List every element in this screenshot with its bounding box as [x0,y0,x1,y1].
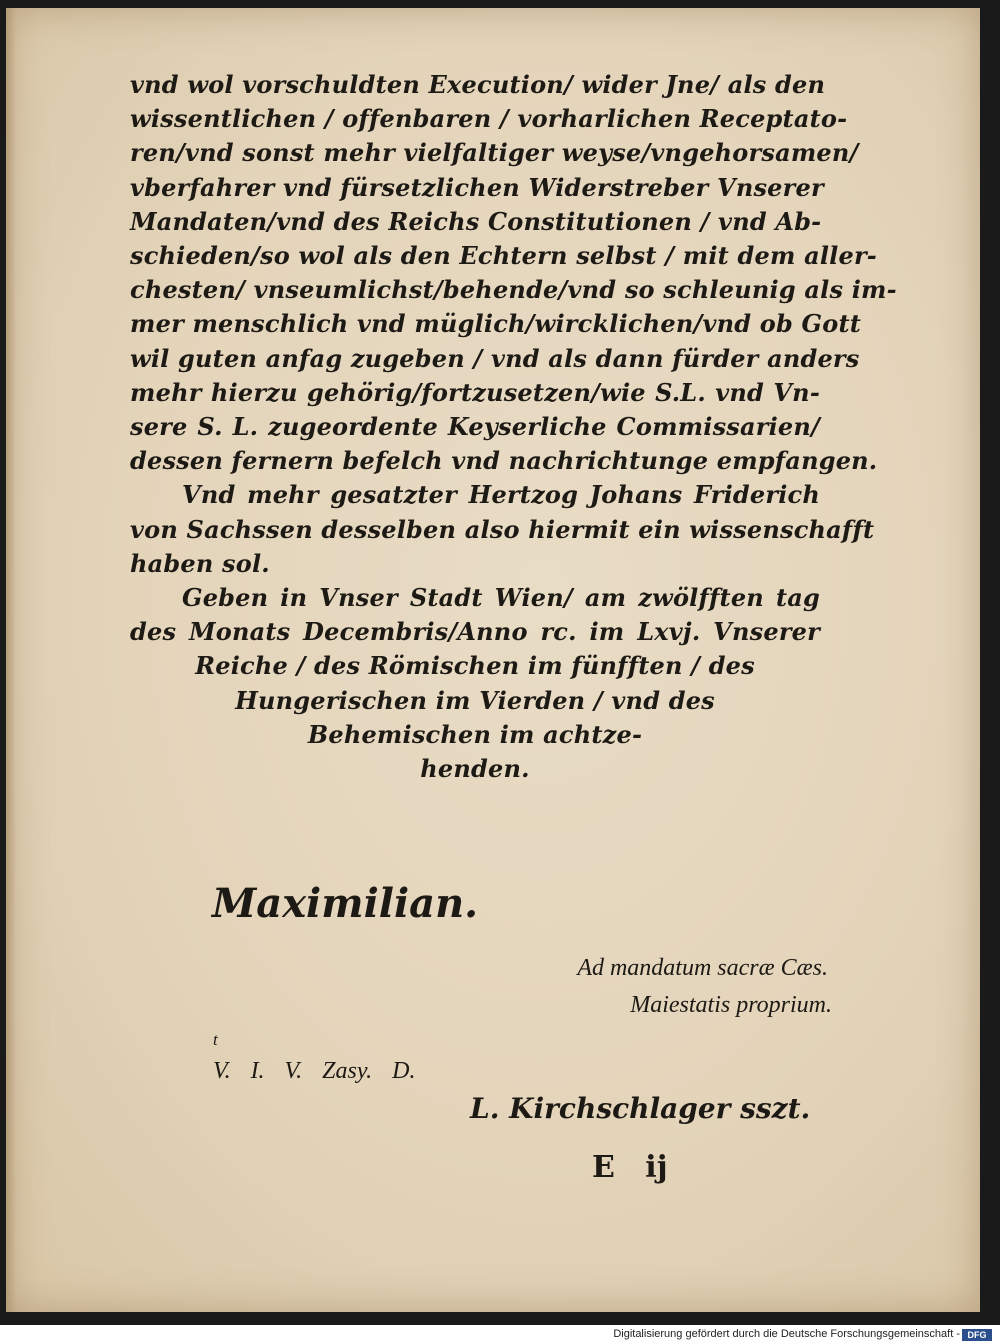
closing-line: Reiche / des Römischen im fünfften / des [195,651,755,681]
body-line: sere S. L. zugeordente Keyserliche Commissarien/ [130,412,820,442]
paragraph-2-line: haben sol. [130,548,270,578]
emperor-signature: Maximilian. [212,880,479,927]
dfg-logo-icon: DFG [962,1329,992,1341]
closing-line: Behemischen im achtze- [307,719,643,749]
latin-mandate-line-1: Ad mandatum sacræ Cæs. [577,955,828,981]
gathering-signature-mark: E ij [592,1150,668,1185]
body-line: mer menschlich vnd müglich/wircklichen/vnd ob Gott [130,309,862,339]
secretary-signature: L. Kirchschlager sszt. [470,1092,811,1125]
main-text-block [130,68,897,786]
closing-line: henden. [420,754,530,784]
body-line: ren/vnd sonst mehr vielfaltiger weyse/vngehorsamen/ [130,138,859,168]
paragraph-2-line: Vnd mehr gesatzter Hertzog Johans Friderich [182,480,820,510]
body-line: mehr hierzu gehörig/fortzusetzen/wie S.L. vnd Vn- [130,377,820,407]
body-line: dessen fernern befelch vnd nachrichtunge empfangen. [130,446,878,476]
body-line: vnd wol vorschuldten Execution/ wider Jne/ als den [130,70,826,99]
page-binding-edge [6,8,16,1312]
latin-mandate-line-2: Maiestatis proprium. [630,992,832,1018]
closing-line: Hungerischen im Vierden / vnd des [235,685,715,715]
countersign-initials: V. I. V. Zasy. D. [213,1058,416,1084]
small-mark: t [213,1030,218,1049]
footer-text: Digitalisierung gefördert durch die Deutsche Forschungsgemeinschaft - [613,1328,960,1340]
body-line: wil guten anfag zugeben / vnd als dann fürder anders [130,343,860,373]
body-line: chesten/ vnseumlichst/behende/vnd so schleunig als im- [130,275,897,305]
paragraph-2-line: von Sachssen desselben also hiermit ein wissenschafft [130,514,875,544]
paragraph-3-line: des Monats Decembris/Anno rc. im Lxvj. Vnserer [130,617,820,647]
body-line: vberfahrer vnd fürsetzlichen Widerstreber Vnserer [130,172,824,202]
body-line: Mandaten/vnd des Reichs Constitutionen / vnd Ab- [130,206,822,236]
body-line: wissentlichen / offenbaren / vorharlichen Receptato- [130,104,848,134]
paragraph-3-line: Geben in Vnser Stadt Wien/ am zwölfften tag [182,583,820,613]
body-line: schieden/so wol als den Echtern selbst / mit dem aller- [130,241,877,271]
digitization-footer [613,1326,960,1342]
